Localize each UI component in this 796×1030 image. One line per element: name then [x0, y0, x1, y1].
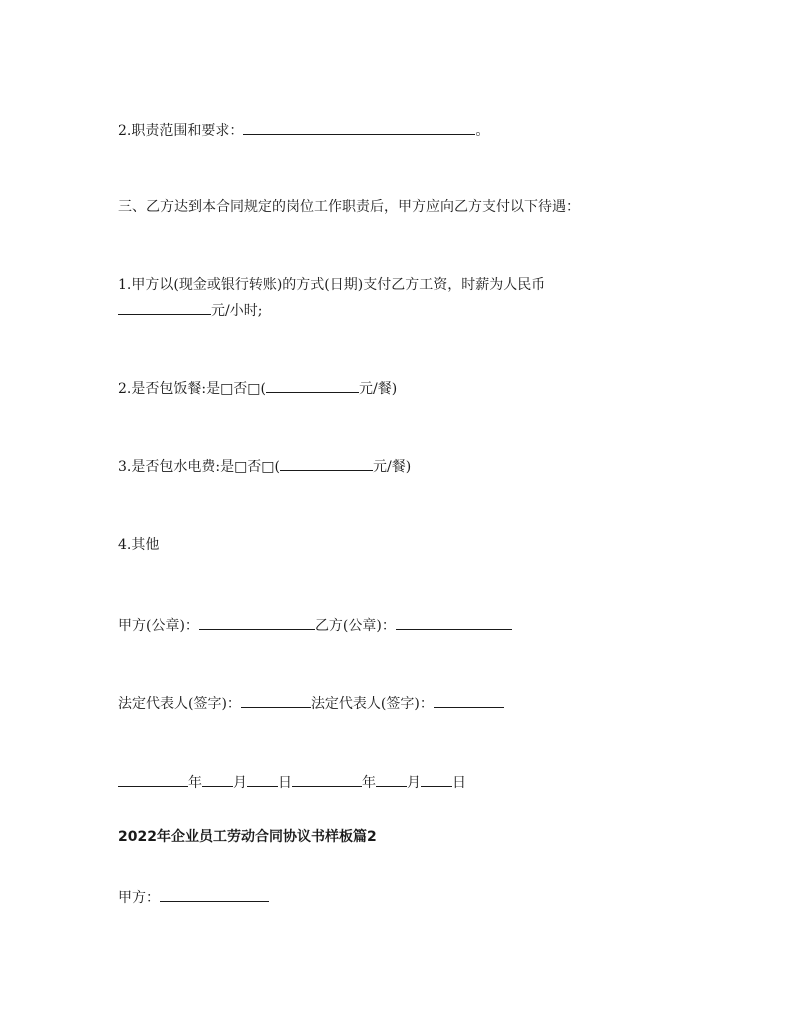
year-b-blank[interactable] [292, 772, 362, 787]
legal-rep-b-label: 法定代表人(签字)： [310, 696, 434, 712]
hourly-wage-blank[interactable] [118, 300, 211, 315]
party-b-seal-blank[interactable] [396, 615, 512, 630]
party-a-seal-label: 甲方(公章)： [118, 618, 199, 634]
day-a-blank[interactable] [247, 772, 278, 787]
day-b-blank[interactable] [421, 772, 452, 787]
day-b-label: 日 [452, 775, 466, 791]
section-3-text: 三、乙方达到本合同规定的岗位工作职责后，甲方应向乙方支付以下待遇： [118, 199, 580, 215]
duty-scope-end: 。 [475, 123, 490, 139]
year-b-label: 年 [362, 775, 376, 791]
duty-scope-blank[interactable] [243, 120, 475, 135]
utility-label: 3.是否包水电费:是□否□( [118, 459, 280, 475]
legal-rep-a-blank[interactable] [241, 693, 311, 708]
section-heading: 2022年企业员工劳动合同协议书样板篇2 [118, 829, 377, 845]
utility-line [118, 456, 411, 476]
party-a-line [118, 887, 269, 907]
utility-amount-blank[interactable] [280, 456, 373, 471]
party-a-label: 甲方： [118, 890, 160, 906]
meal-unit: 元/餐) [359, 381, 398, 397]
meal-line [118, 378, 397, 398]
party-b-seal-label: 乙方(公章)： [314, 618, 396, 634]
party-a-blank[interactable] [160, 887, 269, 902]
legal-rep-line [118, 693, 504, 713]
seal-line [118, 615, 512, 635]
month-b-label: 月 [407, 775, 421, 791]
legal-rep-a-label: 法定代表人(签字)： [118, 696, 241, 712]
month-a-label: 月 [233, 775, 247, 791]
other-line: 4.其他 [118, 537, 160, 553]
meal-label: 2.是否包饭餐:是□否□( [118, 381, 266, 397]
pay-line-1: 1.甲方以(现金或银行转账)的方式(日期)支付乙方工资，时薪为人民币 [118, 277, 546, 293]
legal-rep-b-blank[interactable] [434, 693, 504, 708]
hourly-wage-unit: 元/小时; [211, 303, 263, 319]
year-a-label: 年 [188, 775, 202, 791]
date-line [118, 772, 466, 792]
year-a-blank[interactable] [118, 772, 188, 787]
day-a-label: 日 [278, 775, 292, 791]
duty-scope-line [118, 120, 489, 140]
meal-amount-blank[interactable] [266, 378, 359, 393]
pay-line-2 [118, 300, 262, 320]
month-a-blank[interactable] [202, 772, 233, 787]
party-a-seal-blank[interactable] [199, 615, 315, 630]
utility-unit: 元/餐) [373, 459, 412, 475]
month-b-blank[interactable] [376, 772, 407, 787]
duty-scope-label: 2.职责范围和要求： [118, 123, 244, 139]
